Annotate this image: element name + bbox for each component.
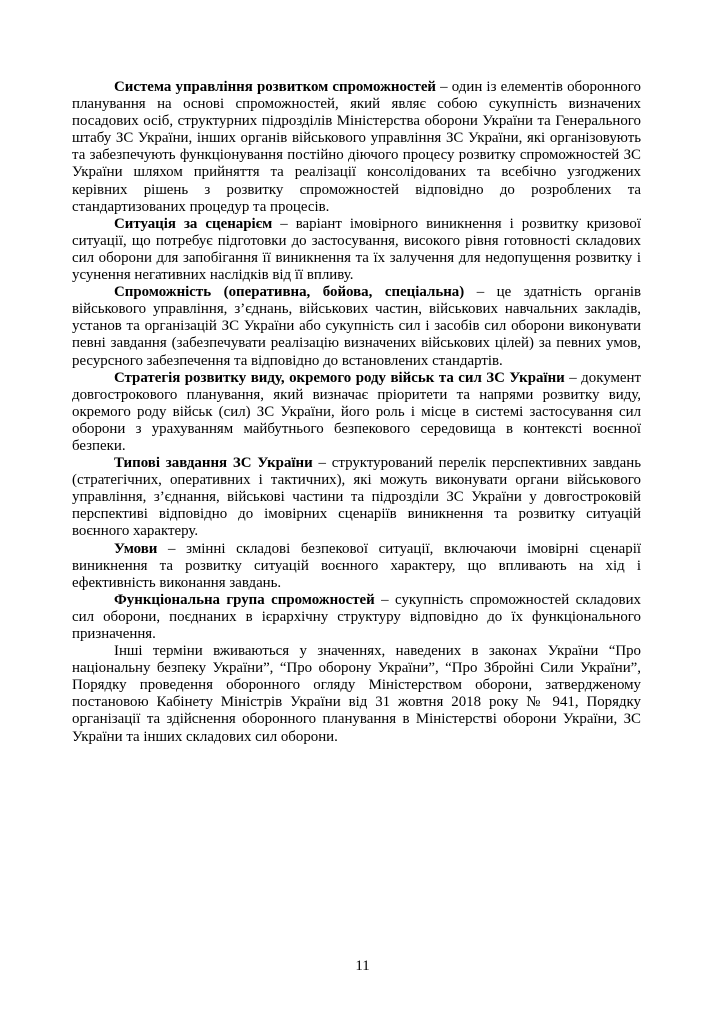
definition-text: – змінні складові безпекової ситуації, включаючи імовірні сценарії виникнення та розвитку ситуацій воєнного характеру, що впливають на хід і ефективність виконання завдань. [72, 540, 641, 591]
term: Умови [114, 540, 158, 557]
definition-paragraph [72, 284, 641, 369]
term: Ситуація за сценарієм [114, 215, 273, 232]
term: Система управління розвитком спроможностей [114, 79, 437, 95]
definition-paragraph [72, 592, 641, 643]
definition-paragraph [72, 541, 641, 592]
definition-text: – один із елементів оборонного планування на основі спроможностей, який являє собою сукупність визначених посадових осіб, структурних підрозділів Міністерства оборони України та Генерального штабу ЗС України, інших органів військового управління ЗС України, які організовують та забезпечують функціонування постійно діючого процесу розвитку спроможностей ЗС України шляхом прийняття та реалізації консолідованих та всебічно узгоджених керівних рішень з розвитку спроможностей відповідно до розроблених та стандартизованих процедур та процесів. [72, 79, 641, 215]
term: Функціональна група спроможностей [114, 591, 375, 608]
term: Спроможність (оперативна, бойова, спеціальна) [114, 284, 465, 301]
closing-paragraph [72, 643, 641, 746]
definition-text: – варіант імовірного виникнення і розвитку кризової ситуації, що потребує підготовки до застосування, високого рівня готовності складових сил оборони для запобігання її виникнення та їх залучення для недопущення розвитку і усунення негативних наслідків від її впливу. [72, 215, 641, 284]
document-body [72, 79, 641, 746]
page-number: 11 [355, 958, 370, 974]
term: Типові завдання ЗС України [114, 455, 313, 472]
closing-text: Інші терміни вживаються у значеннях, наведених в законах України “Про національну безпеку України”, “Про оборону України”, “Про Збройні Сили України”, Порядку проведення оборонного огляду Міністерством оборони, затвердженому постановою Кабінету Міністрів України від 31 жовтня 2018 року № 941, Порядку організації та здійснення оборонного планування в Міністерстві оборони України, ЗС України та інших складових сил оборони. [72, 643, 641, 745]
term: Стратегія розвитку виду, окремого роду військ та сил ЗС України [114, 369, 565, 386]
definition-paragraph [72, 216, 641, 284]
definition-text: – це здатність органів військового управління, з’єднань, військових частин, військових навчальних закладів, установ та організацій ЗС України або сукупність сил і засобів сил оборони виконувати певні завдання (забезпечувати реалізацію визначених військових цілей) за певних умов, ресурсного забезпечення та відповідно до встановлених стандартів. [72, 284, 641, 369]
definition-paragraph [72, 370, 641, 455]
definition-text: – структурований перелік перспективних завдань (стратегічних, оперативних і тактичних), які можуть виконувати органи військового управління, з’єднання, військові частини та підрозділи ЗС України у довгостроковій перспективі відповідно до імовірних сценаріїв виникнення та розвитку ситуацій воєнного характеру. [72, 455, 641, 540]
definition-text: – документ довгострокового планування, який визначає пріоритети та напрями розвитку виду, окремого роду військ (сил) ЗС України, його роль і місце в системі застосування сил оборони з урахуванням майбутнього безпекового середовища в контексті воєнної безпеки. [72, 369, 641, 454]
definition-paragraph [72, 79, 641, 216]
definition-paragraph [72, 455, 641, 540]
definition-text: – сукупність спроможностей складових сил оборони, поєднаних в ієрархічну структуру відповідно до їх функціонального призначення. [72, 591, 641, 642]
